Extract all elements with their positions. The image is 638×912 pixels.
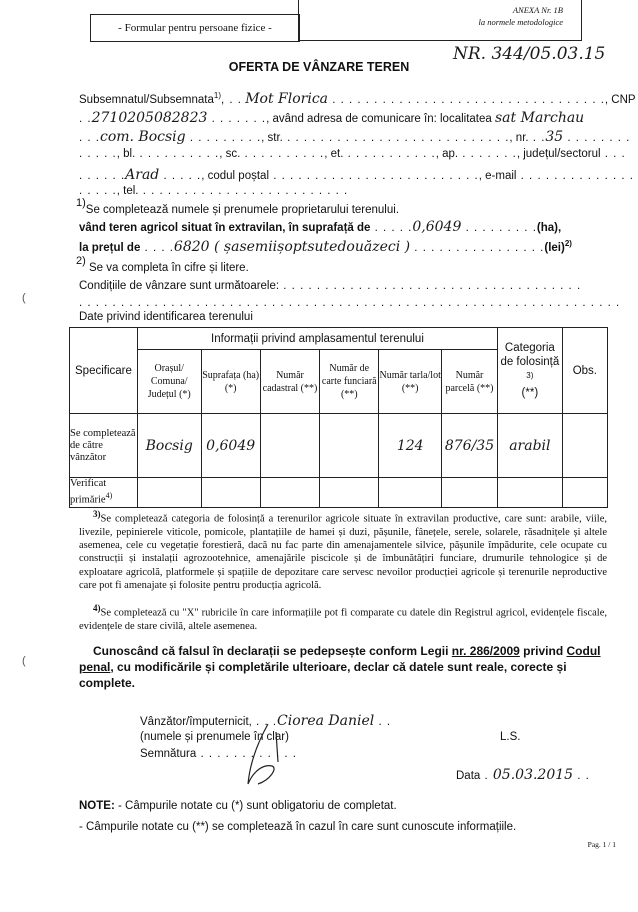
header-categoria-req: (**) [521,387,539,400]
footnote-3: $^{3)}$Se completează categoria de folosință a terenurilor agricole situate în extravilan productive, care sunt: arabile, viile, livezile, pepinierele viticole, pomicole, plantațiile de hamei și duzi, pășunile, fânețele, serele, solarele, răsadnițele și altele asemenea, cele cu vegetație forestieră, dacă nu fac parte din amenajamentele silvice, pășunile împădurite, cele ocupate cu construcții și instalații agrozootehnice, amenajările piscicole și de îmbunătățiri funciare, drumurile tehnologice și de exploatare agricolă, platformele și spațiile de depozitare care servesc nevoilor producției agricole și terenurile neproductive care pot fi amenajate și folosite pentru producția agricolă. [79,509,607,591]
declarant-line-6: . . . . ., tel. . . . . . . . . . . . . . . . . . . . . . . . . . [79,185,349,197]
form-type-box [90,14,300,42]
footnote-4: $^{4)}$Se completează cu "X" rubricile în care informațiile pot fi comparate cu datele din Registrul agricol, evidențele fiscale, evidențele de stare civilă, altele asemenea. [79,603,607,632]
annex-subtitle: la normele metodologice [478,17,563,27]
table-row [70,414,608,478]
commune-handwritten: com. Bocsig [99,129,186,145]
note-2-text: - Câmpurile notate cu (**) se completează în cazul în care sunt cunoscute informațiile. [79,821,517,833]
owner-name-handwritten: Mot Florica [245,91,329,107]
label-ap: , ap. [435,148,459,160]
label-email: , e-mail [478,170,517,182]
row-label-seller: Se completează de către vânzător [70,414,138,478]
footnote-ref-2: 2) [564,239,572,249]
note-2 [79,821,516,833]
header-carte-funciara: Număr de carte funciară (**) [320,350,379,414]
header-categoria [498,328,563,414]
cell-tarla: 124 [379,414,442,478]
cell-verify-cadastral [260,478,319,508]
footnote-1: $^{1)}$Se completează numele și prenumele proprietarului terenului. [76,197,400,216]
label-county: , județul/sectorul [516,148,601,160]
county-handwritten: Arad [125,167,160,183]
label-phone: , tel. [116,185,139,197]
declarant-line-2: . .2710205082823 . . . . . . ., având adresa de comunicare în: localitatea sat Marchau [79,110,585,126]
label-bl: , bl. [116,148,136,160]
label-signature: Semnătura [140,748,197,760]
header-specificare: Specificare [70,328,138,414]
cell-verify-suprafata [201,478,260,508]
margin-mark: ( [22,655,26,667]
header-parcela: Număr parcelă (**) [441,350,497,414]
header-categoria-label: Categoria de folosință [500,341,560,368]
legal-part-3: , cu modificările și completările ulterioare, declar că datele sunt reale, corecte și complete. [79,660,567,690]
cell-oras: Bocsig [137,414,201,478]
locality-handwritten: sat Marchau [495,110,585,126]
cell-carte-funciara [320,414,379,478]
seller-name-handwritten: Ciorea Daniel [277,713,375,729]
header-suprafata: Suprafața (ha) (*) [201,350,260,414]
header-oras: Orașul/ Comuna/ Județul (*) [137,350,201,414]
label-conditions: Condițiile de vânzare sunt următoarele: [79,280,280,292]
signature-line: Semnătura . . . . . . . . . . . . [140,748,297,760]
offer-area-line: vând teren agricol situat în extravilan, în suprafață de . . . . .0,6049 . . . . . . . . .(ha), [79,219,562,235]
law-reference-link[interactable]: nr. 286/2009 [451,644,520,658]
legal-part-2: privind [519,644,567,658]
conditions-line: Condițiile de vânzare sunt următoarele: . . . . . . . . . . . . . . . . . . . . . . . . . . . . . . . . . . . . [79,280,582,292]
footnote-3-text: Se completează categoria de folosință a terenurilor agricole situate în extravilan productive, care sunt: arabile, viile, livezile, pepinierele viticole, pomicole, plantațiile de hamei și duzi, pășunile, fânețele, serele, solarele, răsadnițele și altele asemenea, cele cu vegetație forestieră, dacă nu fac parte din amenajamentele silvice, pășunile împădurite, cele ocupate cu construcții și instalații agrozootehnice, amenajările piscicole și de îmbunătățiri funciare, drumurile tehnologice și de exploatare agricolă, platformele și spațiile de depozitare care servesc nevoilor producției agricole și terenurile neproductive care pot fi amenajate și folosite pentru producția agricolă. [79,513,607,591]
header-location-group: Informații privind amplasamentul terenului [137,328,497,350]
offer-price-line: la prețul de . . . .6820 ( șasemiișoptsutedouăzeci ) . . . . . . . . . . . . . . . .(lei)$^{2)}$ [79,239,572,255]
cell-verify-cf [320,478,379,508]
annex-box [298,0,582,41]
header-obs: Obs. [562,328,607,414]
seller-line: Vânzător/împuternicit, . . .Ciorea Daniel . . [140,713,392,729]
declarant-line-1: Subsemnatul/Subsemnata$^{1)}$, . . Mot Florica . . . . . . . . . . . . . . . . . . . . . . . . . . . . . . . . ., CNP [79,91,636,107]
label-cnp: , CNP [604,94,636,106]
page-title: OFERTA DE VÂNZARE TEREN [228,60,410,74]
area-handwritten: 0,6049 [412,219,462,235]
cell-verify-tarla [379,478,442,508]
label-ha: (ha), [536,222,562,234]
date-handwritten: 05.03.2015 [492,767,574,783]
label-nr: , nr. [509,132,529,144]
page-number: Pag. 1 / 1 [587,840,616,849]
date-line: Data . 05.03.2015 . . [456,767,590,783]
footnote-ref-3: 3) [526,370,534,380]
cell-obs [562,414,607,478]
label-street: , str. [261,132,283,144]
table-row [70,478,608,508]
label-area: vând teren agricol situat în extravilan, în suprafață de [79,222,371,234]
identification-heading: Date privind identificarea terenului [79,311,253,323]
label-et: , et. [324,148,344,160]
cell-suprafata: 0,6049 [201,414,260,478]
label-date: Data [456,770,481,782]
footnote-4-text: Se completează cu "X" rubricile în care informațiile pot fi comparate cu datele din Registrul agricol, evidențele fiscale, evidențele de stare civilă, altele asemenea. [79,607,607,632]
conditions-line-2: . . . . . . . . . . . . . . . . . . . . . . . . . . . . . . . . . . . . . . . . . . . . . . . . . . . . . . . . . . . . . . . . . [79,297,621,309]
label-sc: , sc. [219,148,241,160]
cell-verify-oras [137,478,201,508]
footnote-ref-4: 4) [105,491,113,501]
declarant-line-5: . . . . . .Arad . . . . ., codul poștal . . . . . . . . . . . . . . . . . . . . . . . . ., e-mail . . . . . . . . . . . . . . [79,167,634,183]
cnp-handwritten: 2710205082823 [91,110,208,126]
label-lei: (lei) [544,242,565,254]
footnote-2: $^{2)}$ Se va completa în cifre și litere. [76,255,249,274]
row-label-verified-text: Verificat primărie [70,478,107,506]
label-seller: Vânzător/împuternicit, [140,716,252,728]
cell-verify-obs [562,478,607,508]
cell-verify-parcela [441,478,497,508]
label-price: la prețul de [79,242,141,254]
form-type-label: - Formular pentru persoane fizice - [118,22,272,34]
cell-categoria: arabil [498,414,563,478]
header-tarla: Număr tarla/lot (**) [379,350,442,414]
land-info-table [69,327,608,508]
house-number-handwritten: 35 [545,129,564,145]
annex-number: ANEXA Nr. 1B [512,5,563,15]
label-notes: NOTE: [79,800,115,812]
cell-cadastral [260,414,319,478]
footnote-2-text: Se va completa în cifre și litere. [88,261,249,274]
price-handwritten: 6820 ( șasemiișoptsutedouăzeci ) [173,239,411,255]
registration-number-handwritten: NR. 344/05.03.15 [453,44,606,64]
penal-code-link[interactable]: Codul penal [79,644,601,674]
label-ls: L.S. [500,731,521,743]
handwritten-signature [228,722,298,792]
footnote-1-text: Se completează numele și prenumele proprietarului terenului. [85,203,400,216]
label-subsemnatul: Subsemnatul/Subsemnata [79,94,214,106]
note-1 [79,800,397,812]
note-1-text: - Câmpurile notate cu (*) sunt obligatoriu de completat. [117,800,397,812]
declarant-line-3: . . .com. Bocsig . . . . . . . . ., str. . . . . . . . . . . . . . . . . . . . . . . . . . . ., nr. . .35 . . . . . . . . [79,129,631,145]
footnote-ref-1: 1) [213,91,222,101]
annex-reference [478,4,563,28]
header-cadastral: Număr cadastral (**) [260,350,319,414]
legal-part-1: Cunoscând că falsul în declarații se pedepsește conform Legii [93,644,452,658]
margin-mark: ( [22,292,26,304]
legal-statement [79,643,607,691]
label-postal-code: , codul poștal [201,170,269,182]
label-address: , având adresa de comunicare în: localitatea [266,113,492,125]
label-name-clear: (numele și prenumele în clar) [140,731,289,743]
cell-parcela: 876/35 [441,414,497,478]
row-label-verified [70,478,138,508]
declarant-line-4: . . . . ., bl. . . . . . . . . . ., sc. . . . . . . . . . ., et. . . . . . . . . . . ., ap. . . . . . . ., județul/sectorul . . . [79,148,626,160]
cell-verify-categoria [498,478,563,508]
